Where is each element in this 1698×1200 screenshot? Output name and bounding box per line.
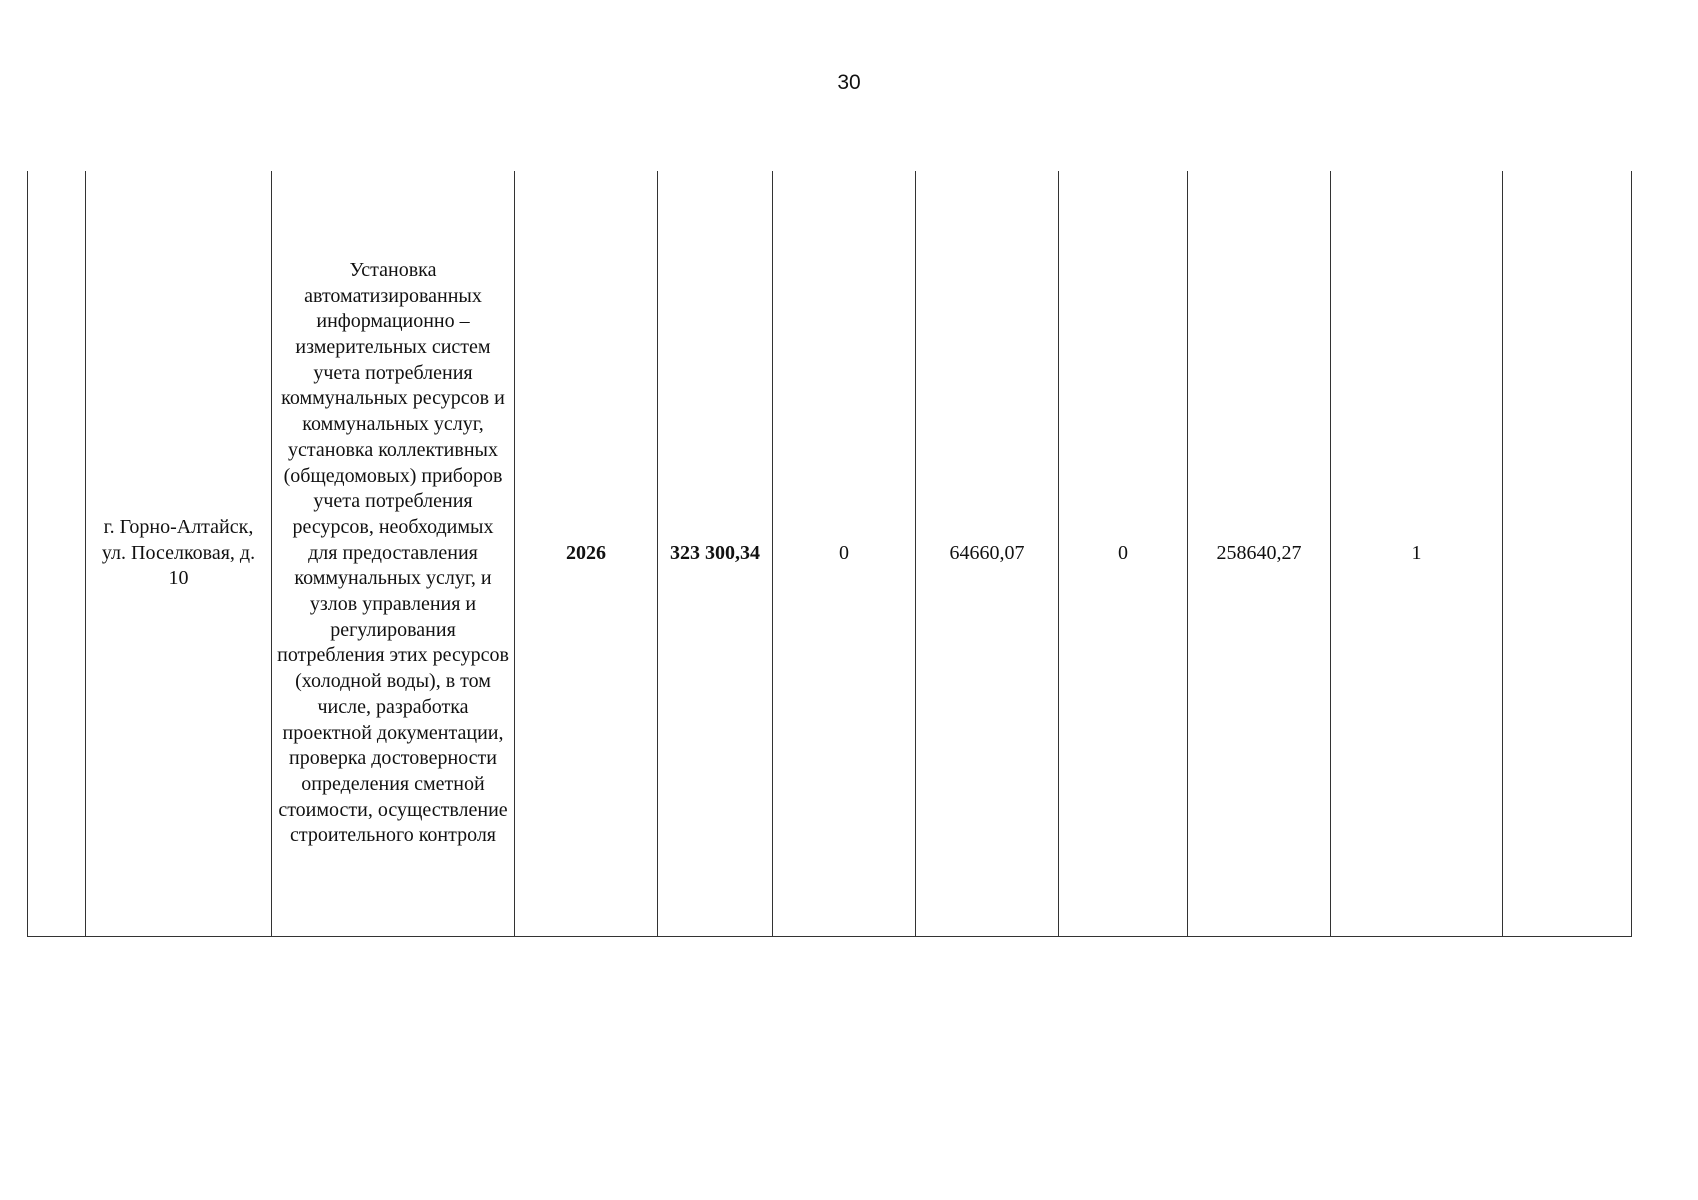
table-row [28,171,1632,937]
cell-value-9: 258640,27 [1188,171,1331,937]
cell-number [28,171,86,937]
page-number: 30 [837,71,861,94]
works-table [27,171,1632,937]
cell-value-11 [1503,171,1632,937]
cell-year: 2026 [515,171,658,937]
cell-value-6: 0 [773,171,916,937]
cell-description: Установка автоматизированных информационно – измерительных систем учета потребления коммунальных ресурсов и коммунальных услуг, установка коллективных (общедомовых) приборов учета потребления ресурсов, необходимых для предоставления коммунальных услуг, и узлов управления и регулирования потребления этих ресурсов (холодной воды), в том числе, разработка проектной документации, проверка достоверности определения сметной стоимости, осуществление строительного контроля [272,171,515,937]
cell-value-10: 1 [1331,171,1503,937]
cell-value-8: 0 [1059,171,1188,937]
cell-value-7: 64660,07 [916,171,1059,937]
cell-address: г. Горно-Алтайск, ул. Поселковая, д. 10 [86,171,272,937]
cell-total-cost: 323 300,34 [658,171,773,937]
